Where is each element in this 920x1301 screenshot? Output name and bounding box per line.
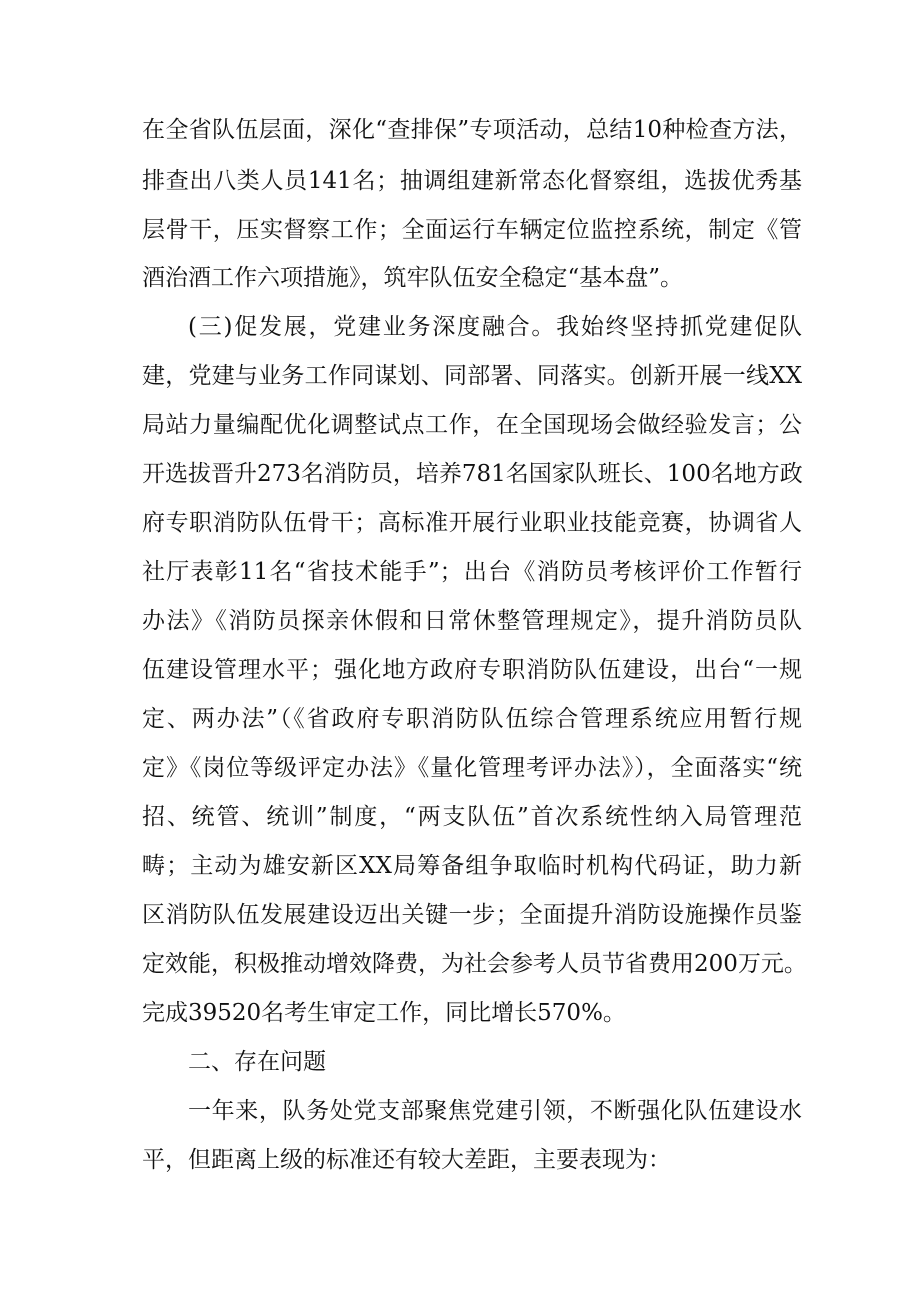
paragraph-line: 区消防队伍发展建设迈出关键一步；全面提升消防设施操作员鉴 [142, 902, 802, 928]
paragraph-line: 局站力量编配优化调整试点工作，在全国现场会做经验发言；公 [142, 412, 802, 438]
paragraph-line: 畴；主动为雄安新区XX局筹备组争取临时机构代码证，助力新 [142, 853, 802, 879]
paragraph-line: 定、两办法”（《省政府专职消防队伍综合管理系统应用暂行规 [142, 706, 802, 732]
paragraph-line: 完成39520名考生审定工作，同比增长570%。 [142, 1000, 626, 1026]
paragraph-line: 办法》《消防员探亲休假和日常休整管理规定》，提升消防员队 [142, 608, 802, 634]
paragraph-line: 伍建设管理水平；强化地方政府专职消防队伍建设，出台“一规 [142, 657, 802, 683]
section-heading: 二、存在问题 [188, 1049, 326, 1075]
paragraph-line: 定效能，积极推动增效降费，为社会参考人员节省费用200万元。 [142, 951, 807, 977]
paragraph-line: 开选拔晋升273名消防员，培养781名国家队班长、100名地方政 [142, 461, 803, 487]
paragraph-line: 排查出八类人员141名；抽调组建新常态化督察组，选拔优秀基 [142, 168, 802, 194]
paragraph-line: 层骨干，压实督察工作；全面运行车辆定位监控系统，制定《管 [142, 217, 802, 243]
paragraph-line: 定》《岗位等级评定办法》《量化管理考评办法》），全面落实“统 [142, 755, 802, 781]
paragraph-line: 招、统管、统训”制度，“两支队伍”首次系统性纳入局管理范 [142, 804, 802, 830]
paragraph-line: 平，但距离上级的标准还有较大差距，主要表现为： [142, 1147, 671, 1173]
paragraph-line: 在全省队伍层面，深化“查排保”专项活动，总结10种检查方法， [142, 117, 802, 143]
paragraph-line: 酒治酒工作六项措施》，筑牢队伍安全稳定“基本盘”。 [142, 265, 684, 291]
paragraph-line: 一年来，队务处党支部聚焦党建引领，不断强化队伍建设水 [188, 1098, 802, 1124]
paragraph-line: 建，党建与业务工作同谋划、同部署、同落实。创新开展一线XX [142, 363, 802, 389]
section-heading-line: (三)促发展，党建业务深度融合。我始终坚持抓党建促队 [188, 314, 802, 340]
paragraph-line: 府专职消防队伍骨干；高标准开展行业职业技能竞赛，协调省人 [142, 510, 802, 536]
paragraph-line: 社厅表彰11名“省技术能手”；出台《消防员考核评价工作暂行 [142, 559, 802, 585]
